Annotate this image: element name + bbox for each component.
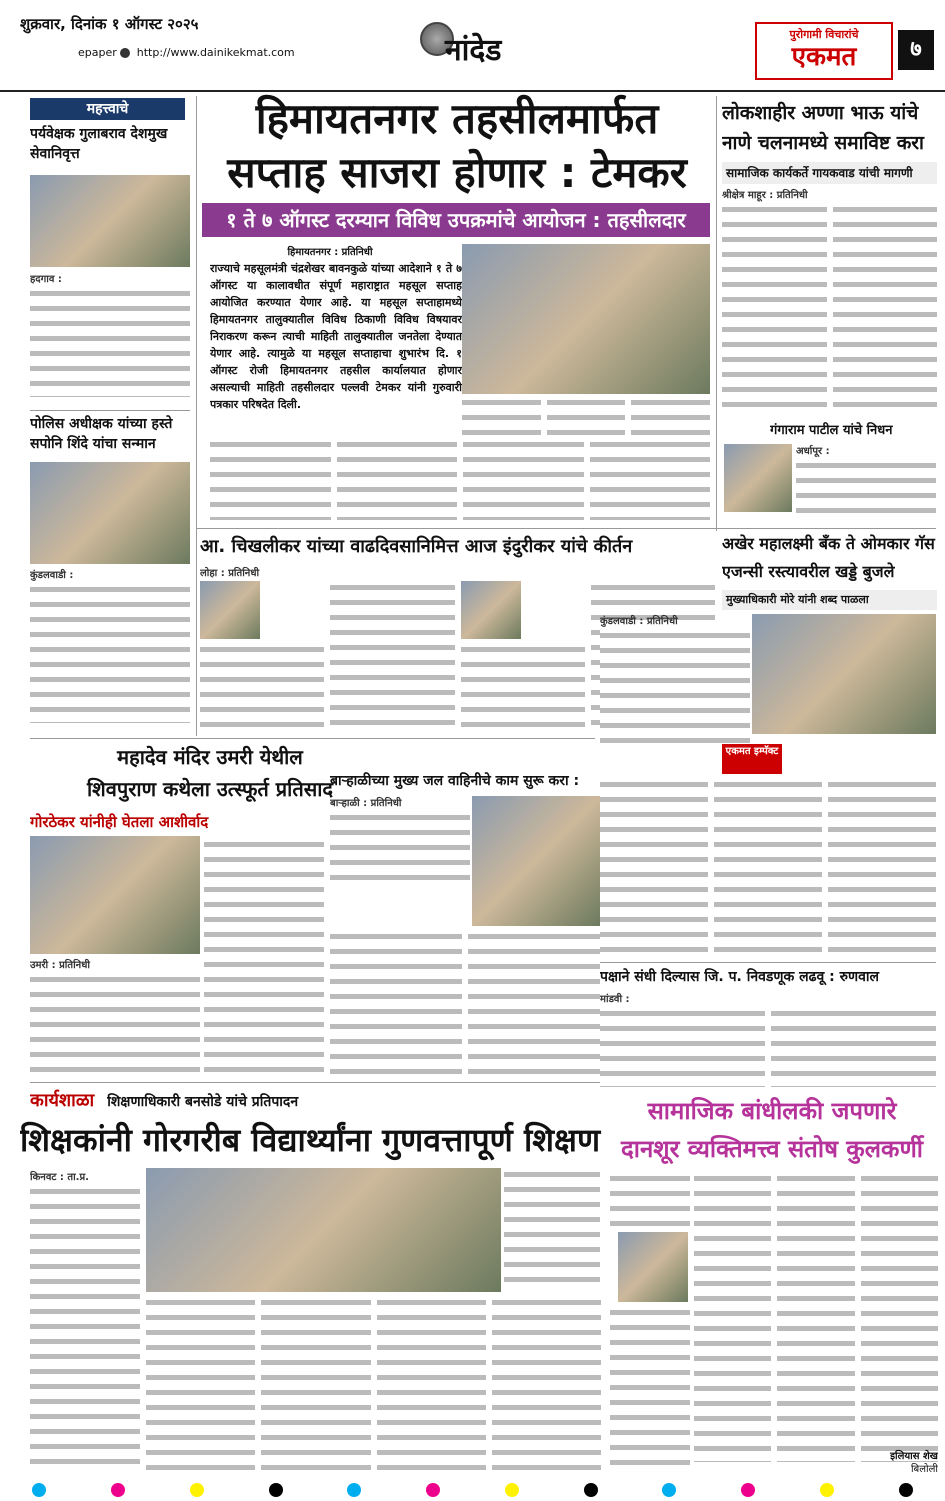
obit-portrait (724, 444, 792, 512)
lead-strap: १ ते ७ ऑगस्ट दरम्यान विविध उपक्रमांचे आयोजन : तहसीलदार (202, 203, 710, 237)
santosh-headline-2[interactable]: दानशूर व्यक्तिमत्त्व संतोष कुलकर्णी (620, 1135, 924, 1163)
kirtan-body: लोहा : प्रतिनिधी (200, 566, 715, 732)
police-felicitation-photo (30, 462, 190, 564)
water-body-1: बाऱ्हाळी : प्रतिनिधी (330, 796, 470, 882)
magenta-dot-icon (741, 1483, 755, 1497)
masthead (0, 0, 945, 92)
divider (30, 1082, 600, 1083)
kirtan-headline[interactable]: आ. चिखलीकर यांच्या वाढदिवसानिमित्त आज इंदुरीकर यांचे कीर्तन (200, 536, 633, 557)
shiv-headline-1[interactable]: महादेव मंदिर उमरी येथील (117, 745, 303, 769)
text-column (210, 438, 331, 520)
shivpuran-photo (30, 836, 200, 954)
water-body-columns (330, 930, 600, 1078)
cyan-dot-icon (32, 1483, 46, 1497)
sidebar-story1-title[interactable]: पर्यवेक्षक गुलाबराव देशमुख सेवानिवृत्त (30, 126, 168, 162)
tehsildar-press-photo (462, 244, 710, 394)
text-column (462, 396, 541, 436)
workshop-photo (146, 1168, 501, 1292)
yellow-dot-icon (190, 1483, 204, 1497)
text-column (722, 203, 827, 417)
divider (30, 738, 595, 739)
santosh-credit: इलियास शेख (890, 1451, 938, 1462)
magenta-dot-icon (426, 1483, 440, 1497)
lead-body-columns (210, 438, 710, 520)
zp-body: मांडवी : (600, 992, 936, 1088)
text-column (337, 438, 458, 520)
water-headline[interactable]: बाऱ्हाळीच्या मुख्य जल वाहिनीचे काम सुरू करा : (330, 773, 580, 789)
shiv-body-1 (204, 838, 324, 1078)
black-dot-icon (269, 1483, 283, 1497)
gas-strap: मुख्याधिकारी मोरे यांनी शब्द पाळला (722, 590, 937, 610)
right-top-body: श्रीक्षेत्र माहूर : प्रतिनिधी (722, 188, 937, 418)
santosh-headline-1[interactable]: सामाजिक बांधीलकी जपणारे (647, 1097, 897, 1125)
sidebar-story2-body: कुंडलवाडी : (30, 568, 190, 728)
issue-date: शुक्रवार, दिनांक १ ऑगस्ट २०२५ (20, 15, 199, 33)
zp-headline[interactable]: पक्षाने संधी दिल्यास जि. प. निवडणूक लढवू : रुणवाल (600, 969, 880, 985)
workshop-body-columns (146, 1296, 601, 1471)
divider (196, 96, 197, 736)
black-dot-icon (584, 1483, 598, 1497)
text-column (547, 396, 626, 436)
impact-badge: एकमत इम्पॅक्ट (722, 744, 782, 774)
gas-headline-2[interactable]: एजन्सी रस्त्यावरील खड्डे बुजले (722, 562, 895, 581)
newspaper-logo[interactable]: पुरोगामी विचारांचे एकमत (755, 22, 893, 80)
text-lines (30, 287, 190, 397)
obit-headline[interactable]: गंगाराम पाटील यांचे निधन (770, 423, 893, 438)
kirtankar-portrait (461, 581, 521, 639)
shiv-strap: गोरठेकर यांनीही घेतला आशीर्वाद (30, 813, 209, 831)
mla-portrait (200, 581, 260, 639)
shiv-body-2: उमरी : प्रतिनिधी (30, 958, 200, 1078)
text-lines (30, 583, 190, 723)
divider (716, 96, 717, 531)
retirement-photo (30, 175, 190, 267)
right-top-headline-1[interactable]: लोकशाहीर अण्णा भाऊ यांचे (722, 102, 919, 124)
gas-body: कुंडलवाडी : प्रतिनिधी (600, 614, 750, 744)
workshop-headline[interactable]: शिक्षकांनी गोरगरीब विद्यार्थ्यांना गुणवत्तापूर्ण शिक्षण (20, 1121, 601, 1159)
lead-dateline: हिमायतनगर : प्रतिनिधी (287, 247, 373, 258)
text-column (833, 203, 938, 417)
section-badge: महत्त्वाचे (30, 98, 185, 120)
obit-body: अर्धापूर : (796, 444, 936, 524)
yellow-dot-icon (505, 1483, 519, 1497)
cyan-dot-icon (662, 1483, 676, 1497)
pipeline-photo (472, 796, 600, 926)
city-name: नांदेड (445, 33, 502, 68)
lead-headline-2[interactable]: सप्ताह साजरा होणार : टेमकर (227, 148, 687, 197)
text-column (463, 438, 584, 520)
cyan-dot-icon (347, 1483, 361, 1497)
text-column (590, 438, 711, 520)
page-number: ७ (898, 30, 934, 70)
yellow-dot-icon (820, 1483, 834, 1497)
sidebar-story1-body: हदगाव : (30, 272, 190, 402)
santosh-body-1 (610, 1306, 690, 1470)
black-dot-icon (899, 1483, 913, 1497)
workshop-kicker: कार्यशाळा शिक्षणाधिकारी बनसोडे यांचे प्रतिपादन (30, 1090, 299, 1111)
workshop-side-column (504, 1168, 600, 1292)
workshop-body-1: किनवट : ता.प्र. (30, 1170, 140, 1470)
lead-headline-1[interactable]: हिमायतनगर तहसीलमार्फत (255, 94, 659, 143)
right-top-headline-2[interactable]: नाणे चलनामध्ये समाविष्ट करा (722, 132, 924, 154)
santosh-body-0 (610, 1172, 690, 1232)
right-top-strap: सामाजिक कार्यकर्ते गायकवाड यांची मागणी (722, 162, 937, 184)
epaper-link[interactable]: epaper http://www.dainikekmat.com (78, 46, 295, 59)
shiv-headline-2[interactable]: शिवपुराण कथेला उत्स्फूर्त प्रतिसाद (86, 777, 334, 801)
santosh-portrait (618, 1232, 688, 1302)
divider (30, 410, 190, 411)
color-registration-bar (0, 1478, 945, 1501)
text-column (631, 396, 710, 436)
divider (196, 528, 936, 529)
santosh-body-columns (694, 1172, 938, 1462)
santosh-place: बिलोली (910, 1464, 938, 1475)
gas-headline-1[interactable]: अखेर महालक्ष्मी बँक ते ओमकार गॅस (722, 534, 935, 553)
road-repair-photo (752, 614, 936, 734)
lead-intro: राज्याचे महसूलमंत्री चंद्रशेखर बावनकुळे यांच्या आदेशाने १ ते ७ ऑगस्ट या कालावधीत संपूर्ण महाराष्ट्रात महसूल सप्ताह आयोजित करण्यात येणार आहे. या महसूल सप्ताहामध्ये हिमायतनगर तालुक्यातील विविध ठिकाणी विविध विषयावर निराकरण करून त्याची माहिती तालुक्यातील जनतेला देण्यात येणार आहे. त्यामुळे या महसूल सप्ताहाचा शुभारंभ दि. १ ऑगस्ट रोजी हिमायतनगर तहसील कार्यालयात होणार असल्याची माहिती तहसीलदार पल्लवी टेमकर यांनी गुरुवारी पत्रकार परिषदेत दिली. (210, 262, 462, 411)
magenta-dot-icon (111, 1483, 125, 1497)
lead-body-columns-2 (462, 396, 710, 436)
globe-icon (120, 48, 130, 58)
gas-body-columns (600, 778, 936, 958)
sidebar-story2-title[interactable]: पोलिस अधीक्षक यांच्या हस्ते सपोनि शिंदे यांचा सन्मान (30, 416, 173, 452)
divider (600, 962, 936, 963)
